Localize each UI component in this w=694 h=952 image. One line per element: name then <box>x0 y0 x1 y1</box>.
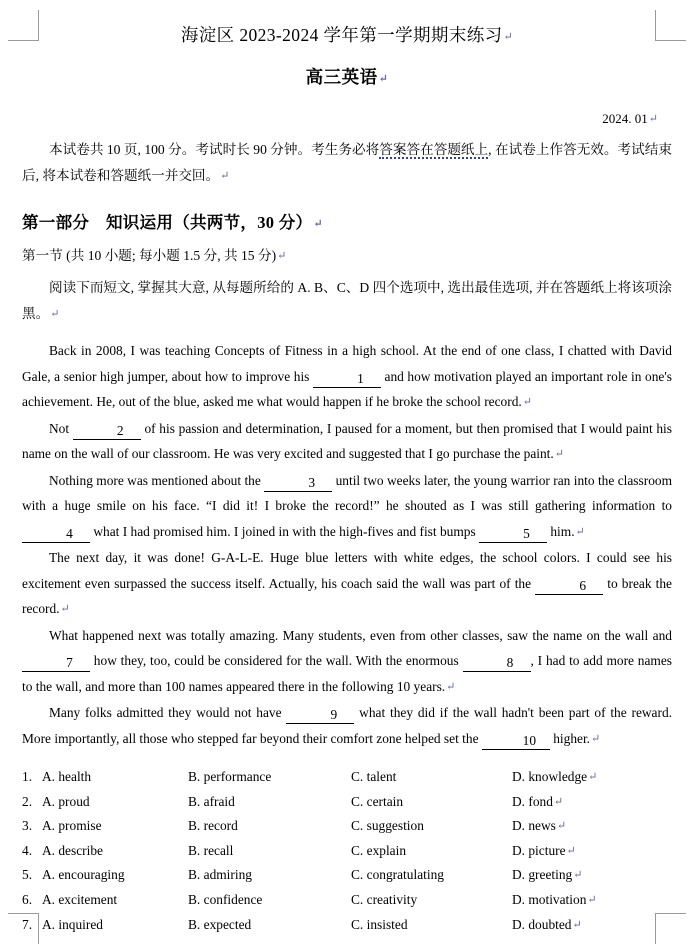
cloze-passage <box>22 327 672 752</box>
option-b[interactable]: B. afraid <box>188 793 235 809</box>
option-d[interactable]: D. news <box>512 818 556 834</box>
option-a[interactable]: A. excitement <box>42 891 118 907</box>
passage-text: higher. <box>549 730 591 746</box>
option-d[interactable]: D. picture <box>512 842 566 858</box>
document-title <box>22 0 672 47</box>
answer-blank-9[interactable]: 9 <box>286 707 354 724</box>
section-heading-text: 第一部分 知识运用（共两节，30 分） <box>22 213 313 232</box>
pilcrow-icon: ↵ <box>553 795 564 808</box>
question-row <box>22 863 672 888</box>
option-a[interactable]: A. promise <box>42 818 102 834</box>
exam-notice <box>22 137 672 189</box>
pilcrow-icon: ↵ <box>378 73 389 85</box>
question-number: 5. <box>22 867 33 883</box>
section-heading <box>22 189 672 233</box>
exam-notice-part2: , 在试卷上作答无效。考试结束后, 将本试卷和答题纸一并交回。 <box>22 142 672 183</box>
pilcrow-icon: ↵ <box>554 448 564 460</box>
option-c[interactable]: C. certain <box>351 793 404 809</box>
pilcrow-icon: ↵ <box>575 525 585 538</box>
pilcrow-icon: ↵ <box>446 680 456 693</box>
question-number: 6. <box>22 891 33 907</box>
passage-text: and how motivation played an important role in one's achievement. He, out of the blue, asked me what would happen if he broke the school record. <box>22 368 672 409</box>
question-number: 4. <box>22 842 33 858</box>
option-c[interactable]: C. congratulating <box>351 867 444 883</box>
question-row <box>22 839 672 864</box>
answer-blank-10[interactable]: 10 <box>482 733 550 750</box>
option-b[interactable]: B. record <box>188 818 238 834</box>
question-row <box>22 888 672 913</box>
option-d[interactable]: D. fond <box>512 793 553 809</box>
option-d[interactable]: D. greeting <box>512 867 573 883</box>
option-c[interactable]: C. creativity <box>351 891 418 907</box>
option-c[interactable]: C. explain <box>351 842 407 858</box>
passage-text: what they did if the wall hadn't been part of the reward. More importantly, all those who stepped far beyond their comfort zone helped set the <box>22 705 673 746</box>
passage-text: , I had to add more names to the wall, and more than 100 names appeared there in the following 10 years. <box>22 653 672 694</box>
subsection-heading <box>22 233 672 268</box>
document-title-text: 海淀区 2023-2024 学年第一学期期末练习 <box>180 25 503 45</box>
option-c[interactable]: C. insisted <box>351 916 408 932</box>
option-a[interactable]: A. describe <box>42 842 103 858</box>
section-instruction-text: 阅读下而短文, 掌握其大意, 从每题所给的 A. B、C、D 四个选项中, 选出最佳选项, 并在答题纸上将该项涂黑。 <box>22 280 672 321</box>
passage-paragraph-1 <box>22 338 672 416</box>
answer-blank-4[interactable]: 4 <box>22 526 90 543</box>
section-instruction <box>22 268 672 327</box>
passage-text: of his passion and determination, I paused for a moment, but then promised that I would paint his name on the wall of our classroom. He was very excited and suggested that I go purchase the paint. <box>22 420 672 461</box>
option-a[interactable]: A. encouraging <box>42 867 125 883</box>
answer-options-list <box>22 752 672 937</box>
question-row <box>22 814 672 839</box>
pilcrow-icon: ↵ <box>277 250 287 262</box>
pilcrow-icon: ↵ <box>503 31 514 43</box>
answer-blank-3[interactable]: 3 <box>264 475 332 492</box>
passage-text: until two weeks later, the young warrior ran into the classroom with a huge smile on his face. “I did it! I broke the record!” he shouted as I was still gathering information to <box>22 472 672 513</box>
option-b[interactable]: B. confidence <box>188 891 263 907</box>
document-subtitle-text: 高三英语 <box>305 67 378 87</box>
answer-blank-1[interactable]: 1 <box>313 371 381 388</box>
option-b[interactable]: B. expected <box>188 916 252 932</box>
subsection-heading-text: 第一节 (共 10 小题; 每小题 1.5 分, 共 15 分) <box>22 248 277 263</box>
document-date-text: 2024. 01 <box>602 111 648 126</box>
option-a[interactable]: A. health <box>42 769 92 784</box>
option-b[interactable]: B. admiring <box>188 867 252 883</box>
question-row <box>22 765 672 790</box>
pilcrow-icon: ↵ <box>60 603 70 615</box>
exam-notice-underlined: 答案答在答题纸上 <box>379 142 489 157</box>
passage-text: Nothing more was mentioned about the <box>49 472 265 488</box>
question-number: 3. <box>22 818 33 834</box>
pilcrow-icon: ↵ <box>50 307 60 320</box>
passage-paragraph-4 <box>22 545 672 623</box>
option-b[interactable]: B. recall <box>188 842 234 858</box>
option-a[interactable]: A. proud <box>42 793 90 809</box>
pilcrow-icon: ↵ <box>566 844 576 857</box>
answer-blank-5[interactable]: 5 <box>479 526 547 543</box>
option-a[interactable]: A. inquired <box>42 916 103 932</box>
pilcrow-icon: ↵ <box>313 218 323 230</box>
option-d[interactable]: D. motivation <box>512 891 587 907</box>
option-d[interactable]: D. knowledge <box>512 769 588 784</box>
document-subtitle <box>22 47 672 89</box>
question-number: 2. <box>22 793 33 809</box>
passage-text: what I had promised him. I joined in with the high-fives and fist bumps <box>90 523 480 539</box>
passage-text: to break the record. <box>22 575 673 616</box>
question-number: 7. <box>22 916 33 932</box>
document-date <box>22 89 672 127</box>
passage-text: how they, too, could be considered for the wall. With the enormous <box>90 653 463 668</box>
passage-text: What happened next was totally amazing. Many students, even from other classes, saw the name on the wall and <box>49 627 672 643</box>
pilcrow-icon: ↵ <box>572 918 582 931</box>
exam-notice-part1: 本试卷共 10 页, 100 分。考试时长 90 分钟。考生务必将 <box>49 142 380 157</box>
answer-blank-2[interactable]: 2 <box>73 423 141 440</box>
passage-text: Not <box>49 420 73 436</box>
passage-text: him. <box>547 523 575 539</box>
passage-paragraph-6 <box>22 700 672 752</box>
passage-paragraph-5 <box>22 623 672 701</box>
option-b[interactable]: B. performance <box>188 769 272 784</box>
passage-text: Back in 2008, I was teaching Concepts of Fitness in a high school. At the end of one class, I chatted with David Gale, a senior high jumper, about how to improve his <box>22 343 672 384</box>
answer-blank-7[interactable]: 7 <box>22 655 90 672</box>
pilcrow-icon: ↵ <box>220 169 230 182</box>
pilcrow-icon: ↵ <box>556 820 567 833</box>
option-c[interactable]: C. talent <box>351 769 397 784</box>
option-d[interactable]: D. doubted <box>512 916 572 932</box>
pilcrow-icon: ↵ <box>588 771 598 783</box>
question-row <box>22 913 672 938</box>
answer-blank-8[interactable]: 8 <box>463 655 531 672</box>
passage-text: The next day, it was done! G-A-L-E. Huge blue letters with white edges, the school colors. I could see his excitement even surpassed the success itself. Actually, his coach said the wall was part of the <box>22 550 672 591</box>
question-number: 1. <box>22 769 33 784</box>
document-content <box>22 0 672 937</box>
pilcrow-icon: ↵ <box>573 869 583 882</box>
answer-blank-6[interactable]: 6 <box>535 578 603 595</box>
option-c[interactable]: C. suggestion <box>351 818 424 834</box>
pilcrow-icon: ↵ <box>522 396 532 408</box>
pilcrow-icon: ↵ <box>648 113 658 125</box>
pilcrow-icon: ↵ <box>591 732 601 745</box>
passage-paragraph-3 <box>22 468 672 546</box>
passage-text: Many folks admitted they would not have <box>49 705 287 720</box>
pilcrow-icon: ↵ <box>587 893 597 906</box>
passage-paragraph-2 <box>22 416 672 468</box>
question-row <box>22 790 672 815</box>
